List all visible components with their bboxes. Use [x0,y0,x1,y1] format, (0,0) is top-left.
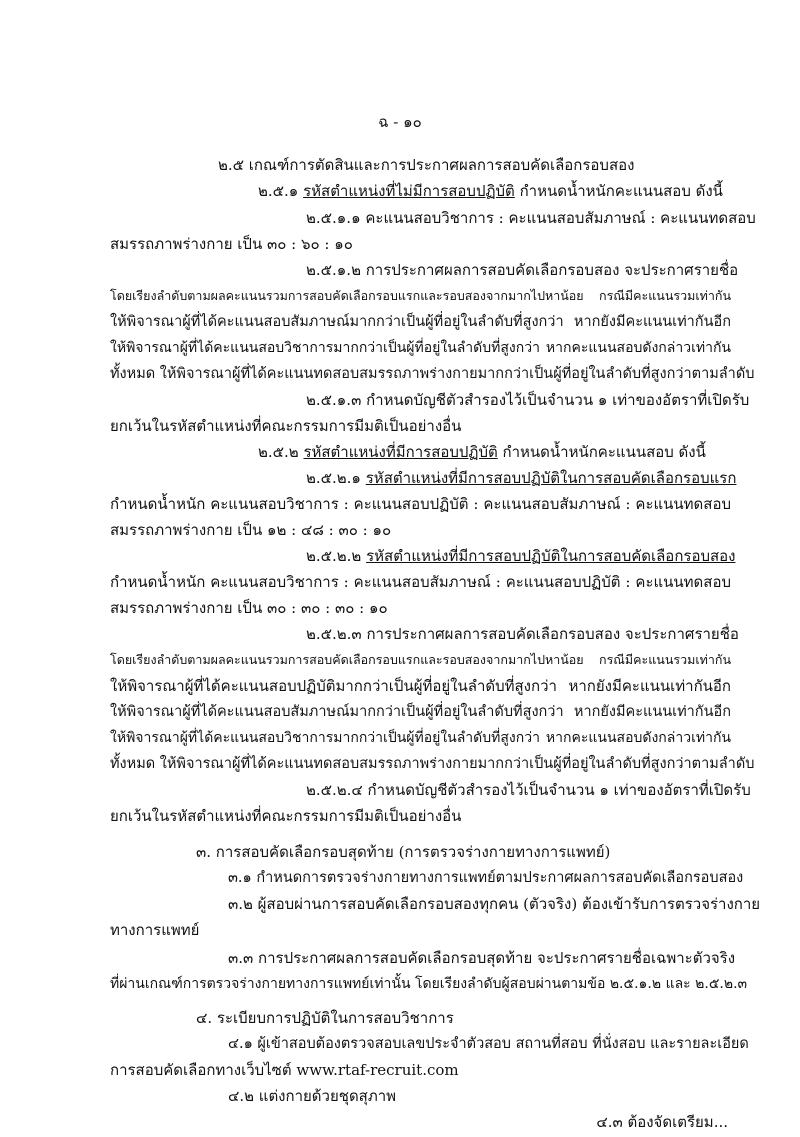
clause-2-5-2-3-line3: ให้พิจารณาผู้ที่ได้คะแนนสอบสัมภาษณ์มากกว่าเป็นผู้ที่อยู่ในลำดับที่สูงกว่า หากยังมีคะแนนเท่ากันอีก [110,704,731,720]
clause-3-3: ๓.๓ การประกาศผลการสอบคัดเลือกรอบสุดท้าย จะประกาศรายชื่อเฉพาะตัวจริง [228,949,736,967]
clause-2-5-2-1-line2: สมรรถภาพร่างกาย เป็น ๑๒ : ๔๘ : ๓๐ : ๑๐ [110,521,392,539]
section-number: ๒.๕.๒ [258,443,299,461]
clause-2-5-1-1-cont: สมรรถภาพร่างกาย เป็น ๓๐ : ๖๐ : ๑๐ [110,235,353,253]
section-underlined-title: รหัสตำแหน่งที่มีการสอบปฏิบัติ [303,443,498,461]
clause-2-5-1-3: ๒.๕.๑.๓ กำหนดบัญชีตัวสำรองไว้เป็นจำนวน ๑ เท่าของอัตราที่เปิดรับ [306,391,750,409]
section-underlined-title: รหัสตำแหน่งที่ไม่มีการสอบปฏิบัติ [303,182,515,200]
section-heading-rest: กำหนดน้ำหนักคะแนนสอบ ดังนี้ [502,443,706,461]
clause-2-5-2-2-line1: กำหนดน้ำหนัก คะแนนสอบวิชาการ : คะแนนสอบสัมภาษณ์ : คะแนนสอบปฏิบัติ : คะแนนทดสอบ [110,573,731,591]
clause-3-3-cont: ที่ผ่านเกณฑ์การตรวจร่างกายทางการแพทย์เท่านั้น โดยเรียงลำดับผู้สอบผ่านตามข้อ ๒.๕.๑.๒ และ ๒.๕.๒.๓ [110,976,748,992]
clause-2-5-2-2-heading [306,546,735,566]
clause-3-2-cont: ทางการแพทย์ [110,921,200,939]
clause-2-5-2-3: ๒.๕.๒.๓ การประกาศผลการสอบคัดเลือกรอบสอง จะประกาศรายชื่อ [306,625,739,643]
section-2-5-2-heading [258,442,706,462]
clause-2-5-1-2-line1: โดยเรียงลำดับตามผลคะแนนรวมการสอบคัดเลือกรอบแรกและรอบสองจากมากไปหาน้อย กรณีมีคะแนนรวมเท่ากัน [110,288,731,303]
section-number: ๒.๕.๑ [258,182,299,200]
section-4-title: ๔. ระเบียบการปฏิบัติในการสอบวิชาการ [196,1009,454,1027]
clause-number: ๒.๕.๒.๒ [306,547,362,565]
clause-2-5-1-1: ๒.๕.๑.๑ คะแนนสอบวิชาการ : คะแนนสอบสัมภาษณ์ : คะแนนทดสอบ [306,209,756,227]
clause-2-5-1-2-line4: ทั้งหมด ให้พิจารณาผู้ที่ได้คะแนนทดสอบสมรรถภาพร่างกายมากกว่าเป็นผู้ที่อยู่ในลำดับที่สูงกว่าตามลำดับ [110,366,755,382]
section-2-5-1-heading [258,181,723,201]
clause-2-5-1-2: ๒.๕.๑.๒ การประกาศผลการสอบคัดเลือกรอบสอง จะประกาศรายชื่อ [306,261,739,279]
clause-2-5-2-3-line2: ให้พิจารณาผู้ที่ได้คะแนนสอบปฏิบัติมากกว่าเป็นผู้ที่อยู่ในลำดับที่สูงกว่า หากยังมีคะแนนเท่ากันอีก [110,677,731,695]
clause-underlined-title: รหัสตำแหน่งที่มีการสอบปฏิบัติในการสอบคัดเลือกรอบสอง [366,547,736,565]
page-number: ฉ - ๑๐ [378,113,422,131]
clause-2-5-1-2-line3: ให้พิจารณาผู้ที่ได้คะแนนสอบวิชาการมากกว่าเป็นผู้ที่อยู่ในลำดับที่สูงกว่า หากคะแนนสอบดังกล่าวเท่ากัน [110,340,731,356]
clause-2-5-2-3-line5: ทั้งหมด ให้พิจารณาผู้ที่ได้คะแนนทดสอบสมรรถภาพร่างกายมากกว่าเป็นผู้ที่อยู่ในลำดับที่สูงกว่าตามลำดับ [110,756,755,772]
clause-4-1: ๔.๑ ผู้เข้าสอบต้องตรวจสอบเลขประจำตัวสอบ สถานที่สอบ ที่นั่งสอบ และรายละเอียด [228,1036,749,1052]
clause-2-5-2-1-line1: กำหนดน้ำหนัก คะแนนสอบวิชาการ : คะแนนสอบปฏิบัติ : คะแนนสอบสัมภาษณ์ : คะแนนทดสอบ [110,495,731,513]
section-heading-rest: กำหนดน้ำหนักคะแนนสอบ ดังนี้ [519,182,723,200]
clause-3-2: ๓.๒ ผู้สอบผ่านการสอบคัดเลือกรอบสองทุกคน (ตัวจริง) ต้องเข้ารับการตรวจร่างกาย [228,895,761,913]
clause-2-5-2-4-cont: ยกเว้นในรหัสตำแหน่งที่คณะกรรมการมีมติเป็นอย่างอื่น [110,807,462,825]
clause-2-5-2-3-line4: ให้พิจารณาผู้ที่ได้คะแนนสอบวิชาการมากกว่าเป็นผู้ที่อยู่ในลำดับที่สูงกว่า หากคะแนนสอบดังกล่าวเท่ากัน [110,730,731,746]
clause-2-5-1-3-cont: ยกเว้นในรหัสตำแหน่งที่คณะกรรมการมีมติเป็นอย่างอื่น [110,417,462,435]
clause-underlined-title: รหัสตำแหน่งที่มีการสอบปฏิบัติในการสอบคัดเลือกรอบแรก [365,469,737,487]
continuation-note: ๔.๓ ต้องจัดเตรียม... [596,1113,728,1131]
section-2-5-title: ๒.๕ เกณฑ์การตัดสินและการประกาศผลการสอบคัดเลือกรอบสอง [218,156,635,174]
clause-2-5-2-4: ๒.๕.๒.๔ กำหนดบัญชีตัวสำรองไว้เป็นจำนวน ๑ เท่าของอัตราที่เปิดรับ [306,781,751,799]
clause-2-5-2-3-line1: โดยเรียงลำดับตามผลคะแนนรวมการสอบคัดเลือกรอบแรกและรอบสองจากมากไปหาน้อย กรณีมีคะแนนรวมเท่ากัน [110,652,731,667]
clause-2-5-2-2-line2: สมรรถภาพร่างกาย เป็น ๓๐ : ๓๐ : ๓๐ : ๑๐ [110,599,388,617]
section-3-title: ๓. การสอบคัดเลือกรอบสุดท้าย (การตรวจร่างกายทางการแพทย์) [196,843,611,861]
clause-number: ๒.๕.๒.๑ [306,469,361,487]
clause-2-5-1-2-line2: ให้พิจารณาผู้ที่ได้คะแนนสอบสัมภาษณ์มากกว่าเป็นผู้ที่อยู่ในลำดับที่สูงกว่า หากยังมีคะแนนเท่ากันอีก [110,314,731,330]
clause-3-1: ๓.๑ กำหนดการตรวจร่างกายทางการแพทย์ตามประกาศผลการสอบคัดเลือกรอบสอง [228,870,744,886]
clause-2-5-2-1-heading [306,468,736,488]
clause-4-2: ๔.๒ แต่งกายด้วยชุดสุภาพ [228,1087,397,1105]
clause-4-1-cont: การสอบคัดเลือกทางเว็บไซต์ www.rtaf-recruit.com [110,1061,459,1079]
